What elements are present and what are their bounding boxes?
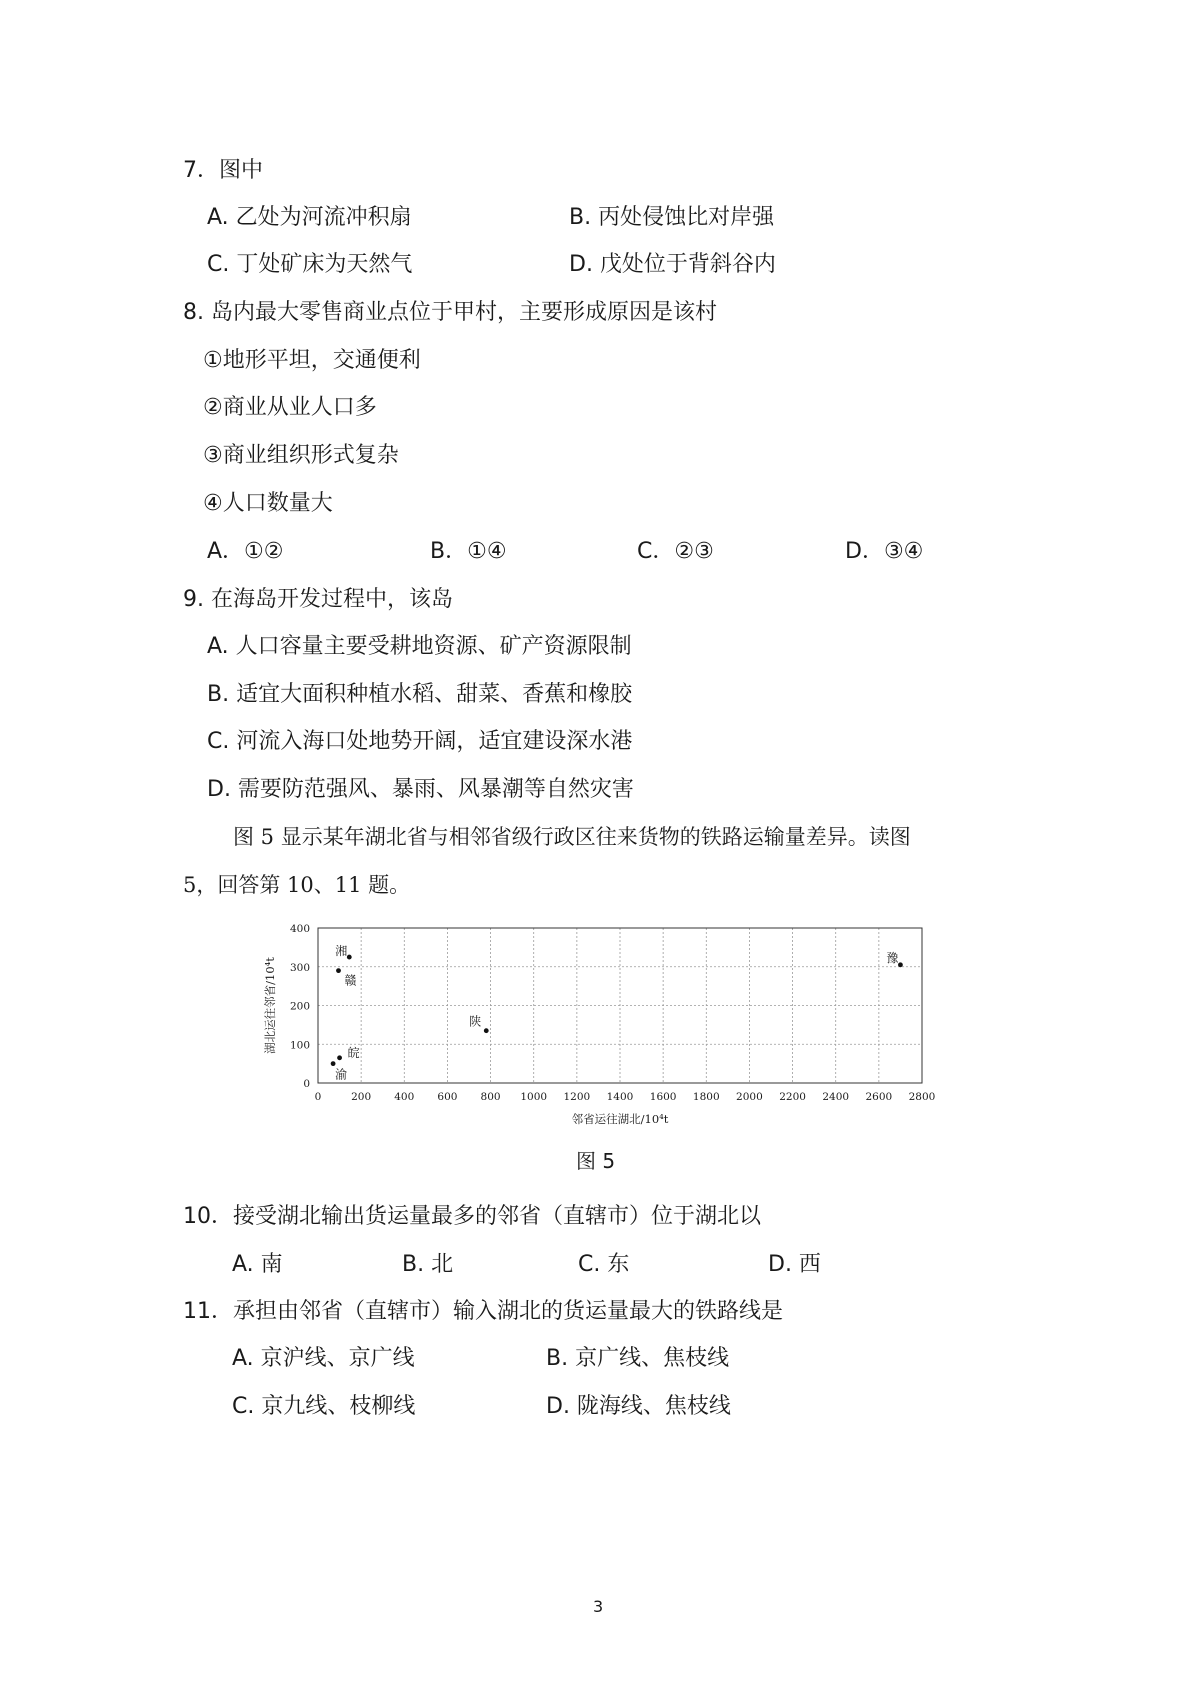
q8-item-2: ②商业从业人口多	[203, 395, 377, 420]
data-point-label: 渝	[335, 1067, 348, 1082]
y-tick-label: 200	[289, 1000, 310, 1013]
q8-stem: 8. 岛内最大零售商业点位于甲村，主要形成原因是该村	[183, 300, 717, 325]
q8-item-1: ①地形平坦，交通便利	[203, 348, 421, 373]
data-point-label: 豫	[886, 950, 899, 965]
q11-option-b: B. 京广线、焦枝线	[546, 1346, 730, 1371]
figure-caption: 图 5	[576, 1149, 616, 1173]
y-tick-label: 400	[289, 923, 310, 935]
q7-stem: 7．图中	[183, 158, 263, 183]
data-point	[898, 962, 903, 967]
x-tick-label: 2200	[779, 1091, 806, 1103]
x-tick-label: 2600	[865, 1091, 893, 1103]
q11-option-d: D. 陇海线、焦枝线	[546, 1394, 731, 1419]
x-tick-label: 2400	[822, 1091, 850, 1103]
q8-option-b: B．①④	[430, 539, 507, 564]
data-point	[484, 1028, 489, 1033]
q8-item-4: ④人口数量大	[203, 491, 333, 516]
q9-option-b: B. 适宜大面积种植水稻、甜菜、香蕉和橡胶	[207, 682, 633, 707]
q8-option-c: C．②③	[637, 539, 714, 564]
q7-option-d: D. 戊处位于背斜谷内	[569, 252, 776, 277]
y-axis-label: 湖北运往邻省/10⁴t	[263, 957, 277, 1054]
intro-line-1: 图 5 显示某年湖北省与相邻省级行政区往来货物的铁路运输量差异。读图	[233, 825, 911, 849]
data-point-label: 赣	[344, 973, 357, 988]
x-tick-label: 1400	[606, 1091, 634, 1103]
y-tick-label: 0	[303, 1078, 310, 1090]
page-number: 3	[593, 1597, 604, 1616]
x-tick-label: 800	[480, 1091, 501, 1103]
data-point-label: 皖	[347, 1045, 360, 1060]
q9-option-a: A. 人口容量主要受耕地资源、矿产资源限制	[207, 634, 632, 659]
q10-option-b: B. 北	[402, 1252, 454, 1277]
x-tick-label: 200	[351, 1091, 372, 1103]
data-point-label: 陕	[469, 1014, 482, 1029]
q10-option-d: D. 西	[768, 1252, 821, 1277]
x-tick-label: 0	[314, 1091, 322, 1103]
q9-option-c: C. 河流入海口处地势开阔，适宜建设深水港	[207, 729, 633, 754]
x-tick-label: 2800	[908, 1091, 936, 1103]
x-tick-label: 600	[437, 1091, 458, 1103]
q10-option-c: C. 东	[578, 1252, 630, 1277]
y-tick-label: 100	[289, 1039, 310, 1052]
q11-option-c: C. 京九线、枝柳线	[232, 1394, 416, 1419]
q10-option-a: A. 南	[232, 1252, 283, 1277]
data-point	[337, 1055, 342, 1060]
figure-5-scatter-chart	[255, 910, 955, 1140]
y-tick-label: 300	[289, 961, 310, 974]
q10-stem: 10．接受湖北输出货运量最多的邻省（直辖市）位于湖北以	[183, 1204, 761, 1229]
x-axis-label: 邻省运往湖北/10⁴t	[571, 1112, 669, 1126]
intro-line-2: 5，回答第 10、11 题。	[183, 873, 411, 897]
q7-option-a: A. 乙处为河流冲积扇	[207, 205, 412, 230]
data-point	[347, 955, 352, 960]
q9-option-d: D. 需要防范强风、暴雨、风暴潮等自然灾害	[207, 777, 634, 802]
q9-stem: 9. 在海岛开发过程中，该岛	[183, 587, 453, 612]
x-tick-label: 1800	[692, 1091, 720, 1103]
data-point-label: 湘	[335, 944, 348, 959]
data-point	[331, 1061, 336, 1066]
q11-stem: 11．承担由邻省（直辖市）输入湖北的货运量最大的铁路线是	[183, 1299, 783, 1324]
q8-item-3: ③商业组织形式复杂	[203, 443, 399, 468]
q8-option-d: D．③④	[845, 539, 924, 564]
x-tick-label: 2000	[736, 1091, 763, 1103]
x-tick-label: 1000	[520, 1091, 548, 1103]
x-tick-label: 1600	[649, 1091, 677, 1103]
x-tick-label: 400	[394, 1091, 415, 1103]
data-point	[336, 968, 341, 973]
q8-option-a: A．①②	[207, 539, 284, 564]
q7-option-b: B. 丙处侵蚀比对岸强	[569, 205, 775, 230]
q7-option-c: C. 丁处矿床为天然气	[207, 252, 413, 277]
q11-option-a: A. 京沪线、京广线	[232, 1346, 415, 1371]
x-tick-label: 1200	[563, 1091, 591, 1103]
